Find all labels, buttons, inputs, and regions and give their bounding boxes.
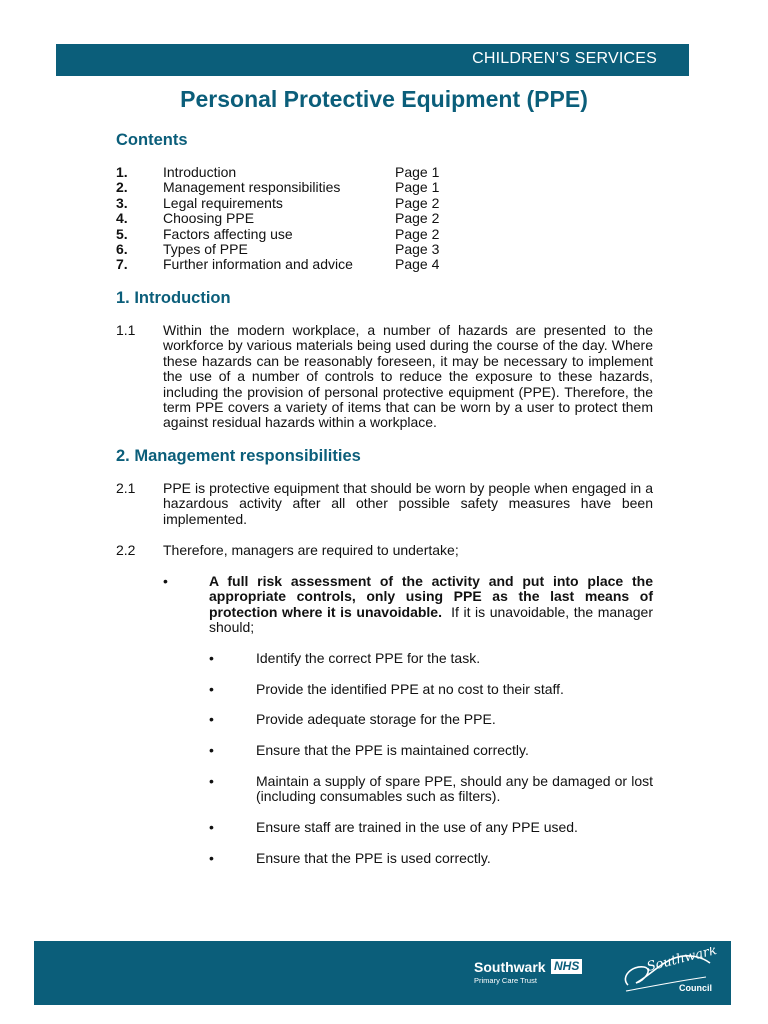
- nhs-logo: [474, 959, 594, 989]
- bullet-dot-icon: •: [209, 819, 214, 835]
- bullet-bold-text: A full risk assessment of the activity and put into place the appropriate controls, only using PPE as the last means of protection where it is unavoidable.: [209, 573, 653, 620]
- toc-number: 3.: [116, 194, 128, 211]
- paragraph-number: 2.2: [116, 542, 136, 558]
- toc-page: Page 1: [395, 164, 440, 180]
- bullet-dot-icon: •: [163, 573, 168, 589]
- list-item: Identify the correct PPE for the task.: [256, 650, 481, 666]
- section-heading-management: 2. Management responsibilities: [116, 447, 361, 465]
- contents-heading: Contents: [116, 131, 188, 149]
- toc-row[interactable]: [116, 211, 456, 226]
- paragraph-number: 1.1: [116, 322, 136, 338]
- footer-bar: [34, 941, 731, 1005]
- toc-row[interactable]: [116, 227, 456, 242]
- toc-page: Page 4: [395, 256, 440, 273]
- list-item: Ensure that the PPE is maintained correctly.: [256, 742, 529, 758]
- council-label: Council: [679, 983, 712, 993]
- list-item: Ensure that the PPE is used correctly.: [256, 850, 491, 866]
- list-item: Maintain a supply of spare PPE, should any be damaged or lost (including consumables such as filters).: [256, 773, 653, 805]
- list-item: Ensure staff are trained in the use of any PPE used.: [256, 819, 578, 835]
- toc-title: Further information and advice: [163, 256, 353, 273]
- toc-title: Management responsibilities: [163, 179, 341, 196]
- list-item: Provide the identified PPE at no cost to their staff.: [256, 681, 564, 697]
- section-heading-introduction: 1. Introduction: [116, 289, 231, 307]
- toc-number: 1.: [116, 164, 128, 180]
- bullet-dot-icon: •: [209, 681, 214, 697]
- toc-row[interactable]: [116, 242, 456, 257]
- nhs-trust-subtitle: Primary Care Trust: [474, 976, 537, 985]
- table-of-contents: [116, 165, 456, 273]
- toc-page: Page 2: [395, 210, 440, 227]
- toc-title: Introduction: [163, 164, 237, 180]
- list-item: Provide adequate storage for the PPE.: [256, 711, 496, 727]
- southwark-council-logo: [618, 947, 718, 999]
- paragraph-text: Therefore, managers are required to undertake;: [163, 542, 459, 558]
- toc-page: Page 3: [395, 240, 440, 257]
- toc-title: Factors affecting use: [163, 225, 293, 242]
- toc-row[interactable]: [116, 165, 456, 180]
- toc-row[interactable]: [116, 180, 456, 195]
- page-title: Personal Protective Equipment (PPE): [180, 86, 588, 112]
- toc-number: 5.: [116, 225, 128, 242]
- department-label: CHILDREN’S SERVICES: [472, 50, 657, 67]
- nhs-trust-name: Southwark: [474, 959, 546, 975]
- toc-title: Legal requirements: [163, 194, 283, 211]
- bullet-dot-icon: •: [209, 711, 214, 727]
- toc-page: Page 1: [395, 179, 440, 196]
- toc-title: Choosing PPE: [163, 210, 255, 227]
- toc-row[interactable]: [116, 257, 456, 272]
- bullet-text: If it is unavoidable, the manager should;: [209, 603, 653, 636]
- toc-number: 2.: [116, 179, 128, 196]
- paragraph-text: PPE is protective equipment that should be worn by people when engaged in a hazardous activity after all other possible safety measures have been implemented.: [163, 480, 653, 527]
- toc-number: 7.: [116, 256, 128, 273]
- toc-title: Types of PPE: [163, 240, 248, 257]
- toc-page: Page 2: [395, 225, 440, 242]
- list-item: [209, 574, 653, 636]
- toc-row[interactable]: [116, 196, 456, 211]
- header-bar: [56, 44, 689, 76]
- toc-number: 4.: [116, 210, 128, 227]
- bullet-dot-icon: •: [209, 650, 214, 666]
- bullet-dot-icon: •: [209, 850, 214, 866]
- toc-number: 6.: [116, 240, 128, 257]
- paragraph-text: Within the modern workplace, a number of hazards are presented to the workforce by various materials being used during the course of the day. Where these hazards can be reasonably foreseen, it may be necessary to implement the use of a number of controls to reduce the exposure to these hazards, including the provision of personal protective equipment (PPE). Therefore, the term PPE covers a variety of items that can be worn by a user to protect them against residual hazards within a workplace.: [163, 322, 653, 431]
- toc-page: Page 2: [395, 194, 440, 211]
- council-script-text: Southwark: [645, 947, 718, 975]
- paragraph-number: 2.1: [116, 480, 136, 496]
- nhs-badge: NHS: [551, 959, 582, 974]
- bullet-dot-icon: •: [209, 742, 214, 758]
- bullet-dot-icon: •: [209, 773, 214, 789]
